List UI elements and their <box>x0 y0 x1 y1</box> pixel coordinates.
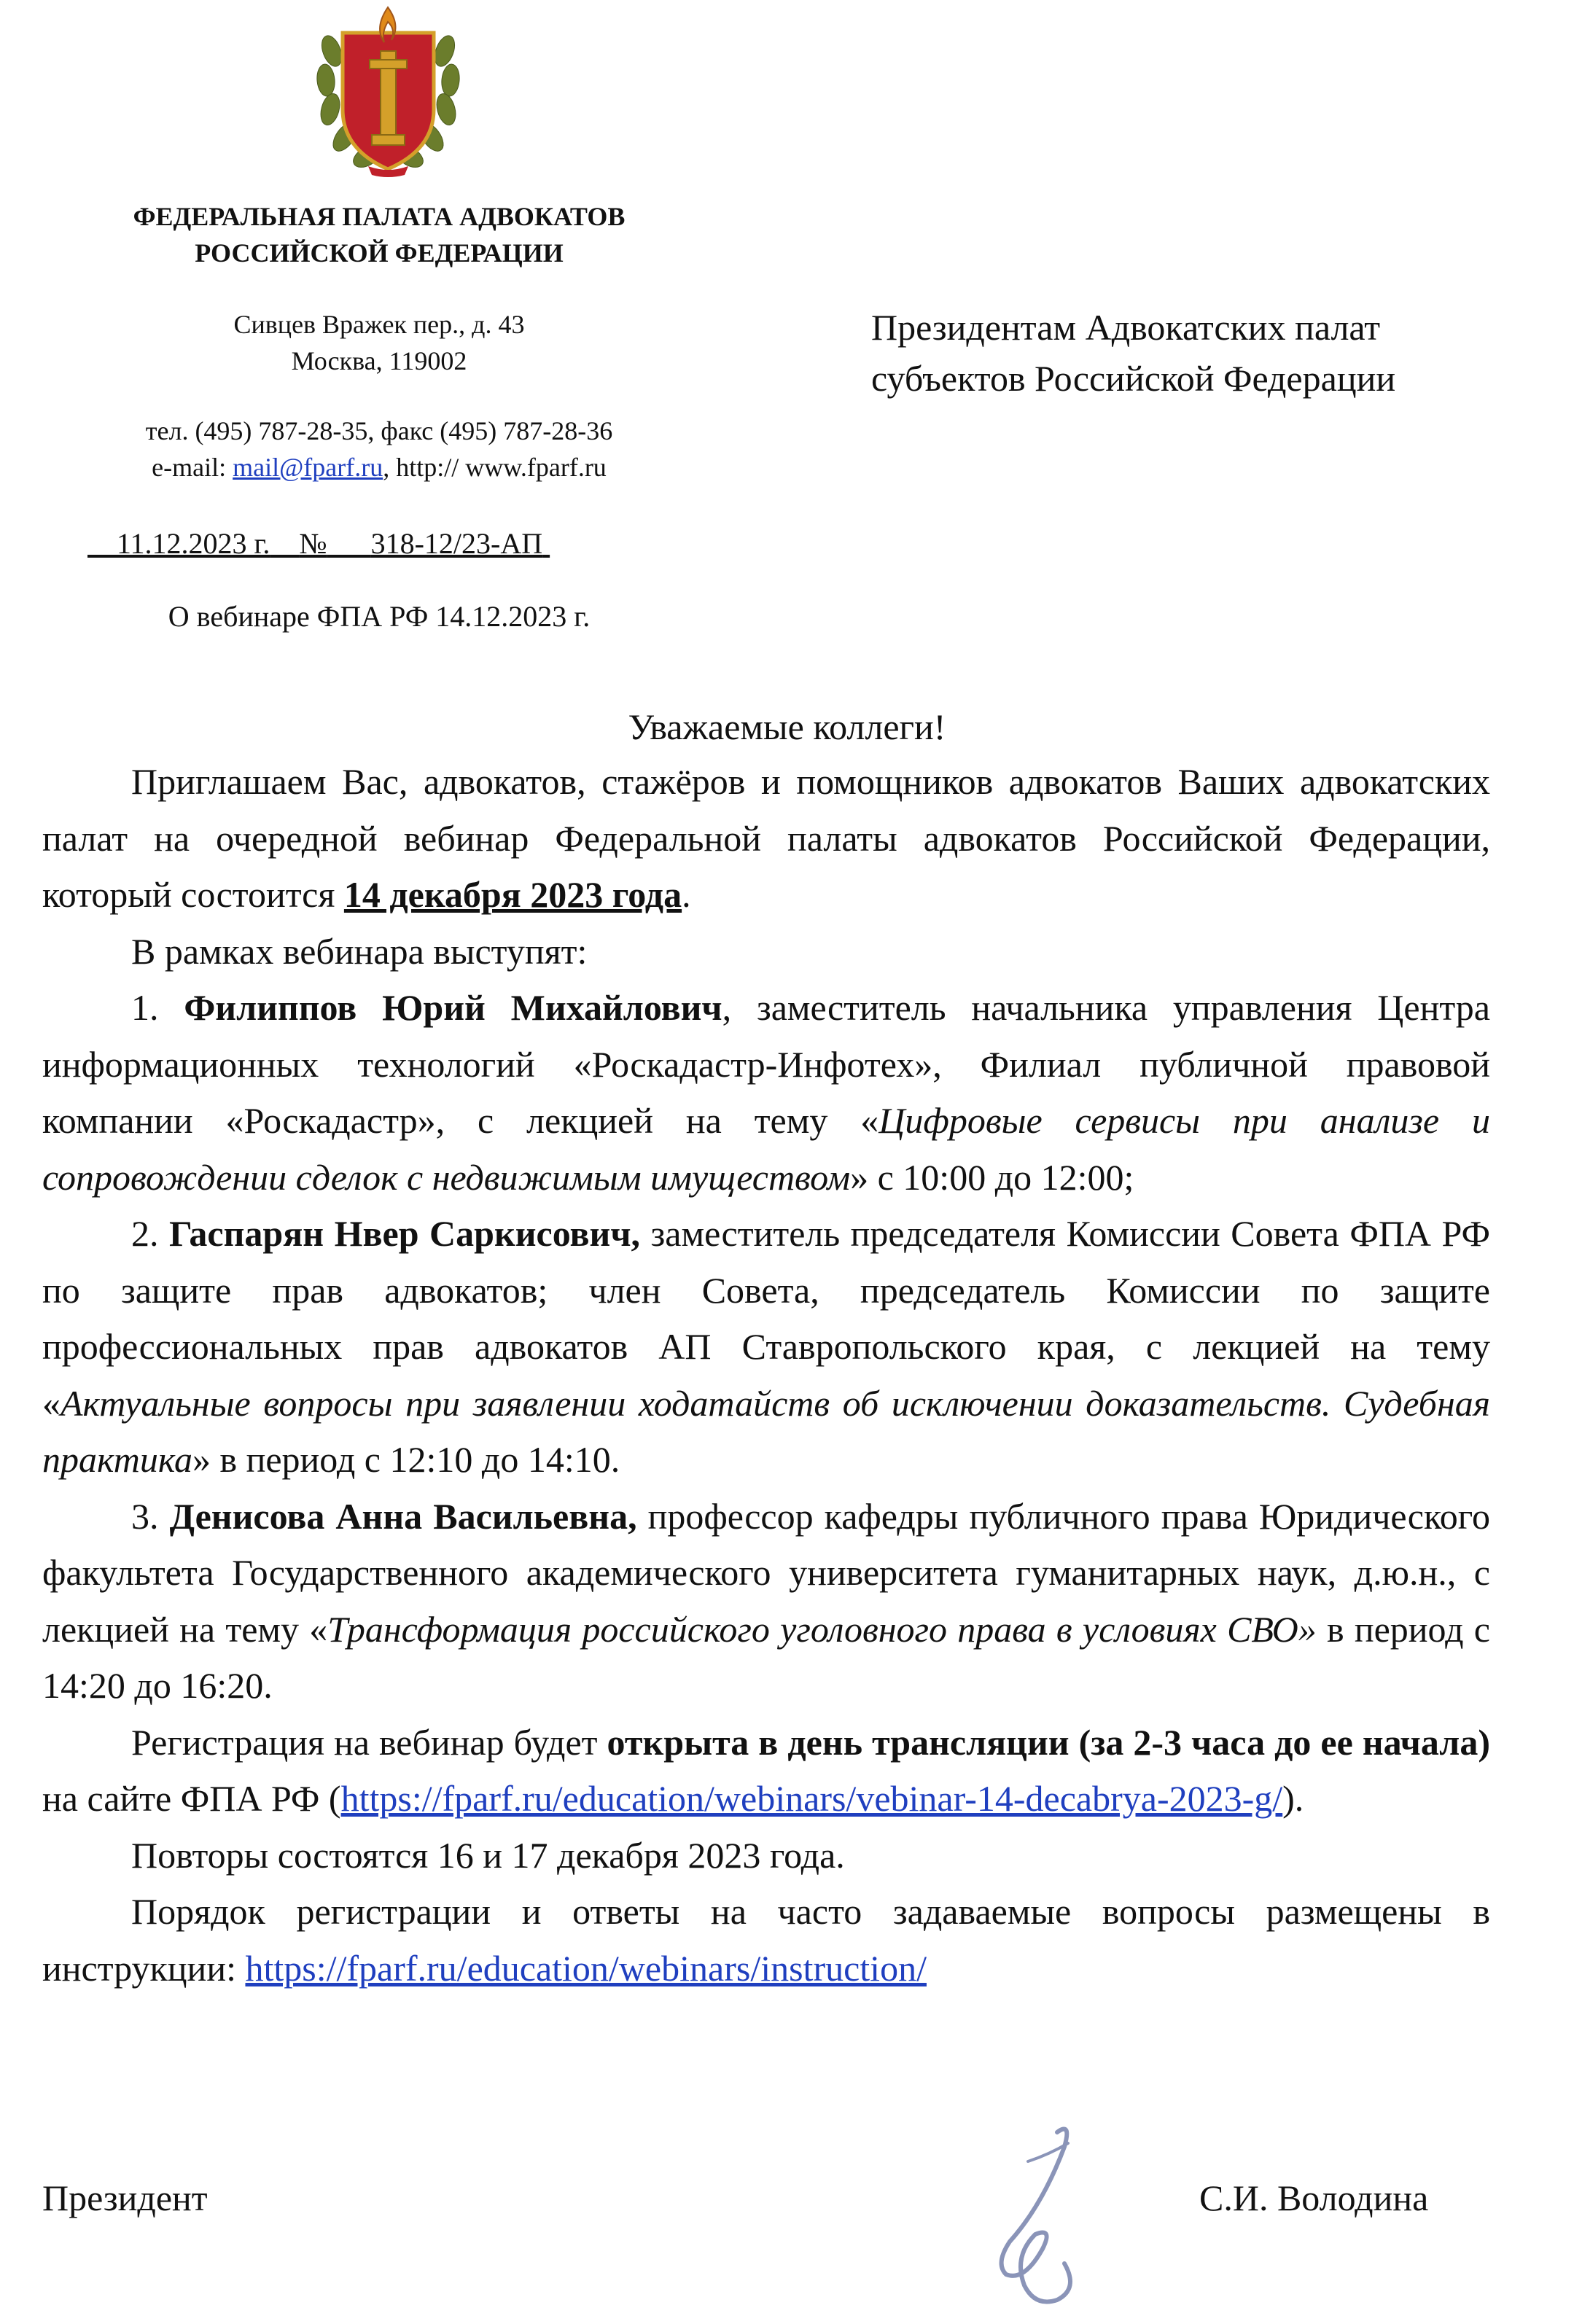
speaker-2-topic: Актуальные вопросы при заявлении ходатайств об исключении доказательств. Судебная практика <box>42 1382 1490 1480</box>
speaker-3-number: 3. <box>131 1495 170 1537</box>
speaker-2-desc: заместитель председателя Комиссии Совета ФПА РФ по защите прав адвокатов; член Совета, председатель Комиссии по защите профессиональных прав адвокатов АП Ставропольского края, с лекцией на тему « <box>42 1213 1491 1424</box>
signatory-name: С.И. Володина <box>1199 2177 1429 2218</box>
speaker-3-name: Денисова Анна Васильевна, <box>169 1495 637 1537</box>
speaker-2-time: » в период с 12:10 до 14:10. <box>192 1439 620 1480</box>
speaker-1-name: Филиппов Юрий Михайлович <box>184 987 722 1028</box>
letter-subject: О вебинаре ФПА РФ 14.12.2023 г. <box>168 600 591 633</box>
number-sign: № <box>299 527 327 560</box>
email-label: e-mail: <box>152 453 233 482</box>
fpa-emblem-logo <box>310 0 467 179</box>
site-text: , http:// www.fparf.ru <box>383 453 607 482</box>
registration-end: ). <box>1282 1778 1304 1819</box>
speaker-2 <box>42 1206 1490 1489</box>
invitation-text: Приглашаем Вас, адвокатов, стажёров и помощников адвокатов Ваших адвокатских палат на очередной вебинар Федеральной палаты адвокатов Российской Федерации, который состоится <box>42 761 1490 915</box>
organization-name <box>44 198 714 271</box>
sender-contacts <box>44 413 714 486</box>
org-name-line1: ФЕДЕРАЛЬНАЯ ПАЛАТА АДВОКАТОВ <box>133 202 626 231</box>
registration-text: Регистрация на вебинар будет <box>131 1721 607 1763</box>
invitation-end: . <box>682 874 691 915</box>
speaker-1-time: » с 10:00 до 12:00; <box>850 1156 1134 1198</box>
registration-paragraph <box>42 1715 1490 1828</box>
addressee-line2: субъектов Российской Федерации <box>871 358 1396 399</box>
speaker-1 <box>42 980 1490 1206</box>
registration-number: 318-12/23-АП <box>370 527 543 560</box>
registration-link[interactable]: https://fparf.ru/education/webinars/vebinar-14-decabrya-2023-g/ <box>340 1778 1283 1819</box>
registration-open-note: открыта в день трансляции (за 2-3 часа до ее начала) <box>607 1721 1490 1763</box>
instruction-paragraph <box>42 1884 1490 1997</box>
email-link[interactable]: mail@fparf.ru <box>233 453 383 482</box>
speaker-1-desc: , заместитель начальника управления Центра информационных технологий «Роскадастр-Инфотех», Филиал публичной правовой компании «Роскадастр», с лекцией на тему « <box>42 987 1490 1141</box>
speaker-3-time: в период с 14:20 до 16:20. <box>42 1608 1490 1706</box>
repeats-paragraph: Повторы состоятся 16 и 17 декабря 2023 года. <box>131 1834 845 1876</box>
address-city: Москва, 119002 <box>291 346 467 375</box>
webinar-date: 14 декабря 2023 года <box>343 874 682 915</box>
addressee-line1: Президентам Адвокатских палат <box>871 307 1381 348</box>
letter-date: 11.12.2023 г. <box>117 527 270 560</box>
salutation: Уважаемые коллеги! <box>628 706 946 747</box>
address-street: Сивцев Вражек пер., д. 43 <box>233 310 525 339</box>
handwritten-signature <box>955 2118 1123 2318</box>
instruction-text: Порядок регистрации и ответы на часто задаваемые вопросы размещены в инструкции: <box>42 1891 1490 1989</box>
sender-address <box>44 306 714 379</box>
org-name-line2: РОССИЙСКОЙ ФЕДЕРАЦИИ <box>195 238 564 268</box>
speaker-3-topic: Трансформация российского уголовного права в условиях СВО» <box>327 1608 1317 1650</box>
letter-body <box>42 754 1490 1997</box>
speaker-2-name: Гаспарян Нвер Саркисович, <box>169 1213 641 1254</box>
speakers-intro: В рамках вебинара выступят: <box>131 930 588 972</box>
speaker-1-number: 1. <box>131 987 184 1028</box>
signatory-role: Президент <box>42 2177 208 2218</box>
registration-site-text: на сайте ФПА РФ ( <box>42 1778 341 1819</box>
email-site-line <box>44 449 714 486</box>
speaker-2-number: 2. <box>131 1213 170 1254</box>
addressee-block <box>871 302 1557 404</box>
speaker-3-desc: профессор кафедры публичного права Юридического факультета Государственного академического университета гуманитарных наук, д.ю.н., с лекцией на тему « <box>42 1495 1490 1650</box>
phone-fax: тел. (495) 787-28-35, факс (495) 787-28-36 <box>145 416 613 445</box>
speaker-1-topic: Цифровые сервисы при анализе и сопровождении сделок с недвижимым имуществом <box>42 1100 1491 1198</box>
speaker-3 <box>42 1489 1490 1715</box>
invitation-paragraph <box>42 754 1490 924</box>
registration-line <box>87 523 700 564</box>
instruction-link[interactable]: https://fparf.ru/education/webinars/instruction/ <box>245 1947 927 1989</box>
